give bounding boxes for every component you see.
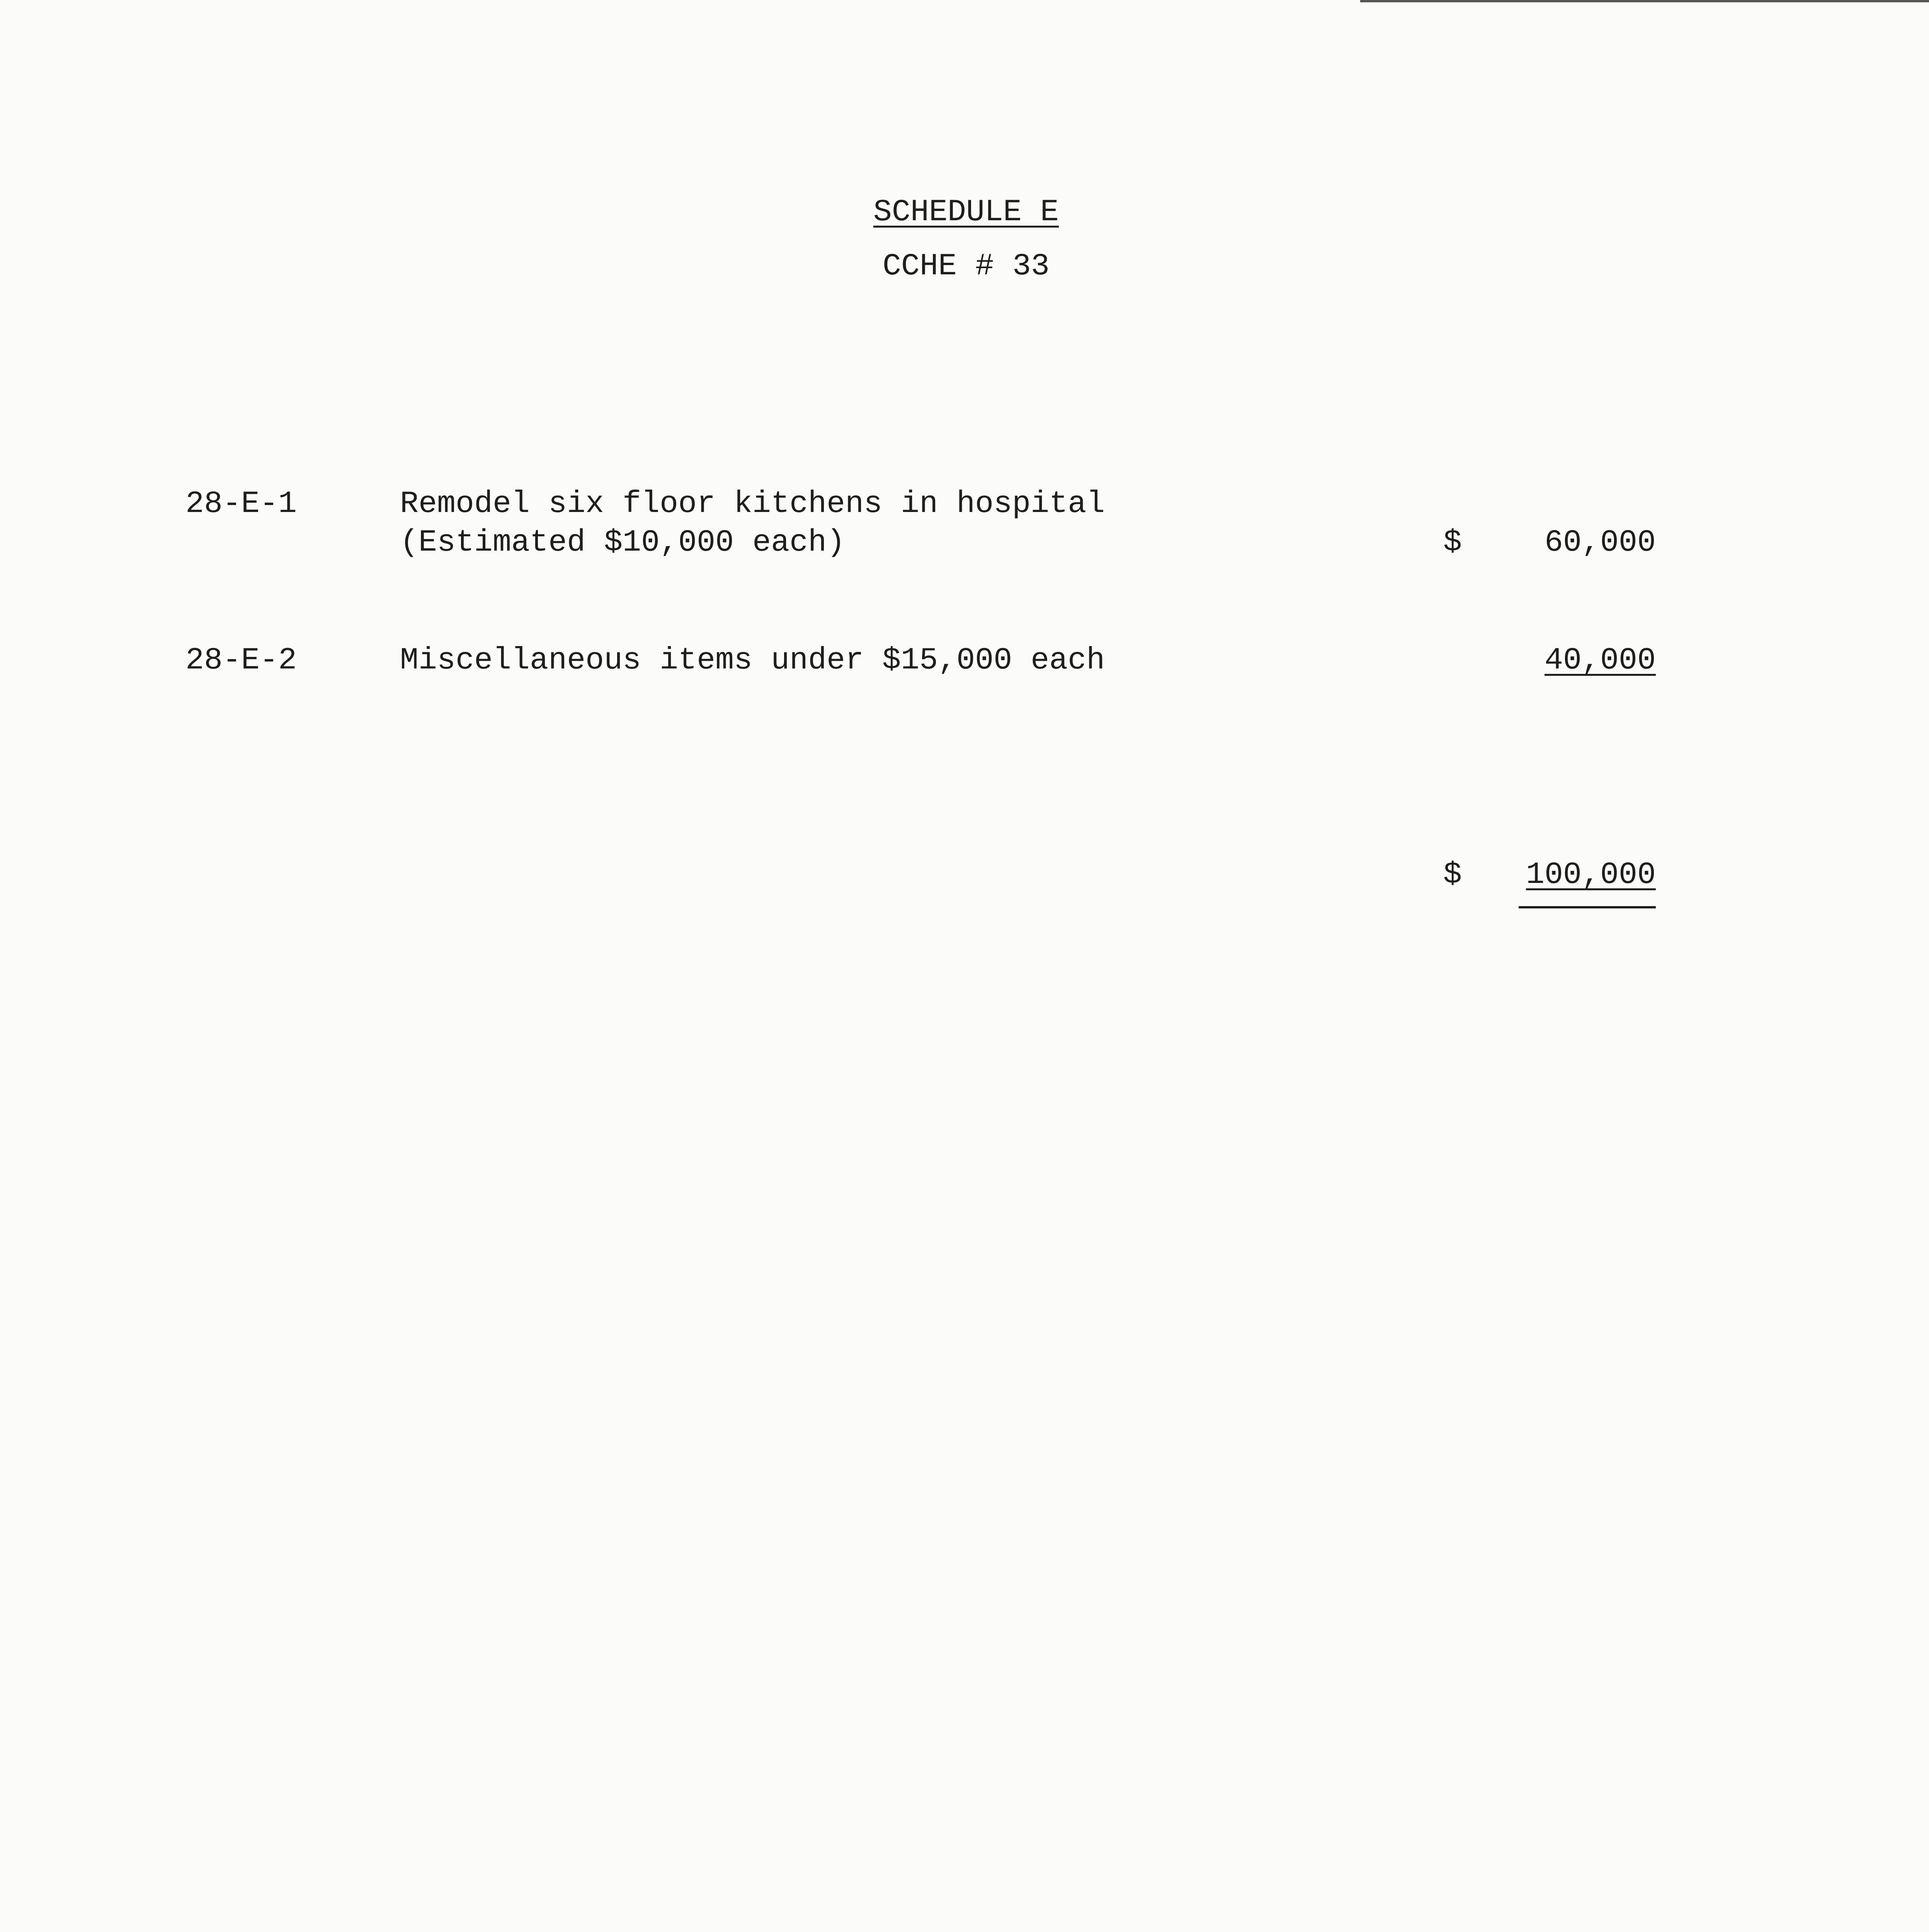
item-description: Miscellaneous items under $15,000 each bbox=[400, 643, 1105, 678]
schedule-subtitle: CCHE # 33 bbox=[882, 249, 1050, 284]
item-amount: 40,000 bbox=[1544, 643, 1656, 678]
schedule-title: SCHEDULE E bbox=[873, 195, 1059, 230]
item-amount: 60,000 bbox=[1544, 525, 1656, 560]
item-code: 28-E-2 bbox=[185, 643, 297, 678]
item-description: Remodel six floor kitchens in hospital bbox=[400, 486, 1105, 522]
total-amount: 100,000 bbox=[1526, 857, 1656, 893]
total-double-underline bbox=[1519, 906, 1656, 908]
top-edge-rule bbox=[1360, 0, 1929, 2]
item-code: 28-E-1 bbox=[185, 486, 297, 522]
item-description-note: (Estimated $10,000 each) bbox=[400, 525, 845, 560]
total-currency-symbol: $ bbox=[1443, 857, 1462, 893]
currency-symbol: $ bbox=[1443, 525, 1462, 560]
